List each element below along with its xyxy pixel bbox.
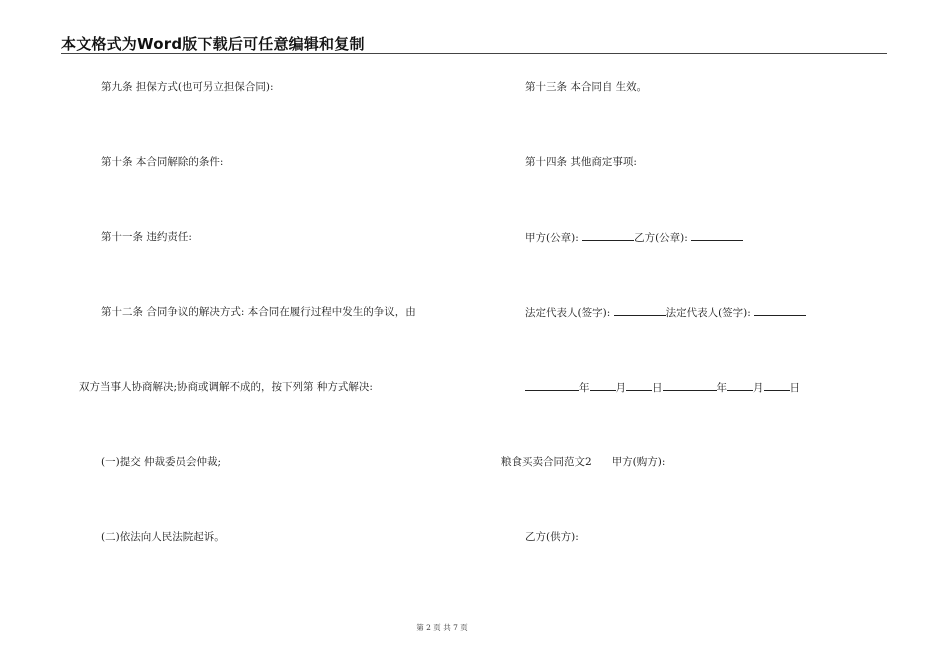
legal-rep-b-label: 法定代表人(签字): bbox=[665, 307, 751, 319]
legal-rep-a-blank bbox=[614, 305, 666, 316]
clause-12-continued: 双方当事人协商解决;协商或调解不成的，按下列第 种方式解决: bbox=[79, 381, 373, 393]
party-a-buyer-label: 甲方(购方): bbox=[611, 456, 666, 468]
party-b-supplier-label: 乙方(供方): bbox=[525, 531, 579, 543]
day-a-label: 日 bbox=[652, 382, 663, 394]
sample-title: 粮食买卖合同范文2 bbox=[501, 456, 592, 468]
month-a-blank bbox=[590, 380, 616, 391]
month-b-label: 月 bbox=[753, 382, 764, 394]
year-a-blank bbox=[525, 380, 579, 391]
party-b-seal-label: 乙方(公章): bbox=[634, 232, 688, 244]
clause-11: 第十一条 违约责任: bbox=[101, 231, 192, 243]
year-b-label: 年 bbox=[716, 382, 727, 394]
signature-line bbox=[525, 305, 806, 320]
month-b-blank bbox=[727, 380, 753, 391]
header-title: 本文格式为Word版下载后可任意编辑和复制 bbox=[61, 35, 365, 53]
party-a-seal-label: 甲方(公章): bbox=[525, 232, 579, 244]
year-b-blank bbox=[663, 380, 717, 391]
clause-13: 第十三条 本合同自 生效。 bbox=[525, 81, 648, 93]
party-b-seal-blank bbox=[691, 230, 743, 241]
clause-9: 第九条 担保方式(也可另立担保合同): bbox=[101, 81, 274, 93]
legal-rep-b-blank bbox=[754, 305, 806, 316]
sample-heading-line bbox=[501, 455, 665, 469]
legal-rep-a-label: 法定代表人(签字): bbox=[525, 307, 611, 319]
header-divider bbox=[61, 53, 887, 54]
day-b-label: 日 bbox=[789, 382, 800, 394]
day-a-blank bbox=[626, 380, 652, 391]
clause-12: 第十二条 合同争议的解决方式: 本合同在履行过程中发生的争议，由 bbox=[101, 306, 416, 318]
day-b-blank bbox=[764, 380, 790, 391]
seal-line bbox=[525, 230, 743, 245]
party-a-seal-blank bbox=[582, 230, 634, 241]
month-a-label: 月 bbox=[615, 382, 626, 394]
dispute-option-2: (二)依法向人民法院起诉。 bbox=[101, 531, 225, 543]
date-line bbox=[525, 380, 800, 395]
year-a-label: 年 bbox=[579, 382, 590, 394]
clause-10: 第十条 本合同解除的条件: bbox=[101, 156, 224, 168]
clause-14: 第十四条 其他商定事项: bbox=[525, 156, 637, 168]
page-number: 第 2 页 共 7 页 bbox=[416, 623, 468, 632]
dispute-option-1: (一)提交 仲裁委员会仲裁; bbox=[101, 456, 222, 468]
